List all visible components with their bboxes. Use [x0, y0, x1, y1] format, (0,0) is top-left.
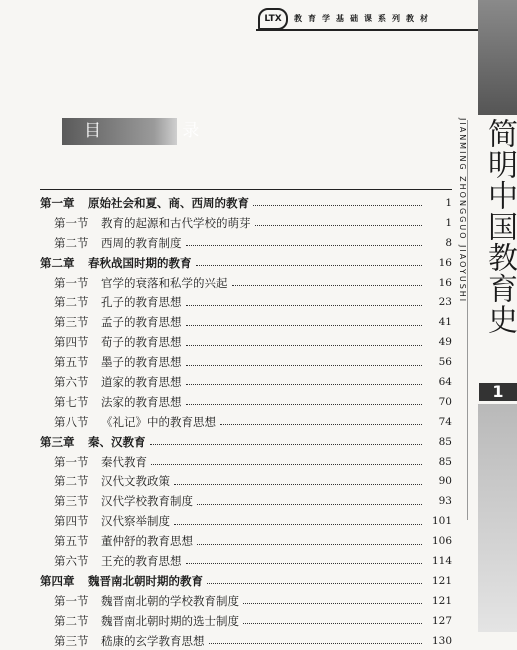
toc-entry-title: 孟子的教育思想: [101, 315, 182, 330]
toc-section-row[interactable]: [40, 511, 452, 531]
toc-entry-number: 第一节: [54, 593, 89, 608]
toc-section-row[interactable]: [40, 412, 452, 432]
toc-leader-dots: [253, 205, 422, 206]
toc-entry-number: 第二节: [54, 613, 89, 628]
toc-section-row[interactable]: [40, 591, 452, 611]
toc-page-number: 41: [438, 316, 452, 329]
toc-entry-title: 嵇康的玄学教育思想: [101, 633, 205, 648]
toc-section-row[interactable]: [40, 551, 452, 571]
toc-entry-title: 原始社会和夏、商、西周的教育: [88, 195, 249, 210]
series-title: 教育学基础课系列教材: [294, 14, 434, 23]
pinyin-title: JIANMING ZHONGGUO JIAOYUSHI: [458, 118, 467, 304]
book-title: 简明中国教育史: [482, 118, 517, 335]
contents-heading: 目 录: [62, 118, 177, 145]
toc-chapter-row[interactable]: [40, 571, 452, 591]
toc-leader-dots: [186, 384, 423, 385]
toc-leader-dots: [150, 444, 423, 445]
toc-page-number: 90: [438, 475, 452, 488]
toc-page-number: 64: [438, 375, 452, 388]
toc-leader-dots: [186, 245, 423, 246]
toc-leader-dots: [197, 504, 422, 505]
toc-leader-dots: [207, 583, 422, 584]
toc-section-row[interactable]: [40, 372, 452, 392]
toc-leader-dots: [209, 643, 423, 644]
toc-entry-number: 第一节: [54, 454, 89, 469]
toc-leader-dots: [151, 464, 422, 465]
toc-page-number: 85: [438, 435, 452, 448]
toc-chapter-row[interactable]: [40, 253, 452, 273]
toc-leader-dots: [186, 325, 423, 326]
toc-page-number: 121: [431, 574, 452, 587]
toc-section-row[interactable]: [40, 452, 452, 472]
publisher-logo: LTX: [258, 8, 288, 30]
spine-bottom-band: [478, 404, 517, 632]
toc-page-number: 70: [438, 395, 452, 408]
toc-page-number: 74: [438, 415, 452, 428]
toc-leader-dots: [243, 603, 422, 604]
toc-page-number: 16: [438, 256, 452, 269]
toc-chapter-row[interactable]: [40, 193, 452, 213]
toc-chapter-row[interactable]: [40, 432, 452, 452]
toc-entry-title: 王充的教育思想: [101, 553, 182, 568]
toc-section-row[interactable]: [40, 273, 452, 293]
toc-entry-number: 第二节: [54, 235, 89, 250]
toc-leader-dots: [174, 484, 422, 485]
toc-page-number: 106: [431, 535, 452, 548]
toc-section-row[interactable]: [40, 352, 452, 372]
toc-entry-title: 魏晋南北朝时期的选士制度: [101, 613, 239, 628]
toc-entry-number: 第五节: [54, 355, 89, 370]
toc-entry-number: 第四节: [54, 335, 89, 350]
toc-leader-dots: [186, 563, 423, 564]
toc-leader-dots: [174, 524, 422, 525]
toc-leader-dots: [186, 305, 423, 306]
toc-entry-number: 第四章: [40, 573, 75, 588]
toc-page-number: 85: [438, 455, 452, 468]
toc-section-row[interactable]: [40, 332, 452, 352]
toc-page-number: 114: [431, 554, 452, 567]
toc-entry-number: 第二章: [40, 255, 75, 270]
toc-page-number: 101: [431, 515, 452, 528]
toc-entry-title: 秦、汉教育: [88, 434, 146, 449]
toc-page-number: 23: [438, 296, 452, 309]
toc-leader-dots: [196, 265, 423, 266]
toc-entry-title: 汉代察举制度: [101, 514, 170, 529]
toc-section-row[interactable]: [40, 233, 452, 253]
toc-section-row[interactable]: [40, 471, 452, 491]
toc-entry-number: 第三节: [54, 494, 89, 509]
toc-page-number: 8: [445, 236, 452, 249]
toc-entry-number: 第一章: [40, 195, 75, 210]
toc-entry-title: 墨子的教育思想: [101, 355, 182, 370]
toc-page-number: 56: [438, 356, 452, 369]
toc-leader-dots: [220, 424, 422, 425]
toc-page-number: 93: [438, 495, 452, 508]
toc-section-row[interactable]: [40, 491, 452, 511]
toc-entry-title: 汉代文教政策: [101, 474, 170, 489]
toc-section-row[interactable]: [40, 531, 452, 551]
toc-leader-dots: [232, 285, 423, 286]
toc-entry-number: 第六节: [54, 374, 89, 389]
toc-leader-dots: [197, 544, 422, 545]
toc-entry-number: 第一节: [54, 215, 89, 230]
spine-divider: [467, 120, 468, 520]
table-of-contents: [40, 193, 452, 650]
toc-rule: [40, 189, 452, 190]
toc-page-number: 130: [431, 634, 452, 647]
volume-badge: 1: [479, 383, 517, 401]
toc-section-row[interactable]: [40, 312, 452, 332]
toc-entry-title: 董仲舒的教育思想: [101, 534, 193, 549]
toc-section-row[interactable]: [40, 292, 452, 312]
toc-page-number: 49: [438, 336, 452, 349]
toc-entry-number: 第六节: [54, 553, 89, 568]
toc-entry-number: 第三节: [54, 315, 89, 330]
toc-entry-title: 《礼记》中的教育思想: [101, 414, 216, 429]
toc-entry-title: 春秋战国时期的教育: [88, 255, 192, 270]
toc-leader-dots: [186, 404, 423, 405]
header-rule: [256, 29, 478, 31]
toc-entry-title: 教育的起源和古代学校的萌芽: [101, 215, 251, 230]
toc-entry-title: 道家的教育思想: [101, 374, 182, 389]
toc-page-number: 127: [431, 614, 452, 627]
toc-section-row[interactable]: [40, 631, 452, 650]
toc-entry-number: 第五节: [54, 534, 89, 549]
toc-leader-dots: [243, 623, 422, 624]
toc-entry-number: 第四节: [54, 514, 89, 529]
toc-section-row[interactable]: [40, 392, 452, 412]
toc-entry-title: 法家的教育思想: [101, 394, 182, 409]
toc-entry-title: 孔子的教育思想: [101, 295, 182, 310]
toc-entry-title: 汉代学校教育制度: [101, 494, 193, 509]
toc-page-number: 1: [445, 216, 452, 229]
toc-entry-number: 第八节: [54, 414, 89, 429]
toc-entry-number: 第三章: [40, 434, 75, 449]
toc-entry-title: 官学的衰落和私学的兴起: [101, 275, 228, 290]
toc-entry-title: 荀子的教育思想: [101, 335, 182, 350]
toc-section-row[interactable]: [40, 213, 452, 233]
toc-page-number: 121: [431, 594, 452, 607]
toc-leader-dots: [186, 365, 423, 366]
toc-entry-number: 第七节: [54, 394, 89, 409]
toc-page-number: 1: [445, 196, 452, 209]
toc-entry-title: 魏晋南北朝的学校教育制度: [101, 593, 239, 608]
toc-entry-number: 第二节: [54, 474, 89, 489]
toc-entry-title: 秦代教育: [101, 454, 147, 469]
toc-entry-number: 第三节: [54, 633, 89, 648]
spine-top-band: [478, 0, 517, 115]
toc-entry-number: 第一节: [54, 275, 89, 290]
toc-entry-title: 魏晋南北朝时期的教育: [88, 573, 203, 588]
toc-page-number: 16: [438, 276, 452, 289]
toc-leader-dots: [186, 345, 423, 346]
toc-entry-title: 西周的教育制度: [101, 235, 182, 250]
toc-entry-number: 第二节: [54, 295, 89, 310]
toc-leader-dots: [255, 225, 423, 226]
toc-section-row[interactable]: [40, 611, 452, 631]
